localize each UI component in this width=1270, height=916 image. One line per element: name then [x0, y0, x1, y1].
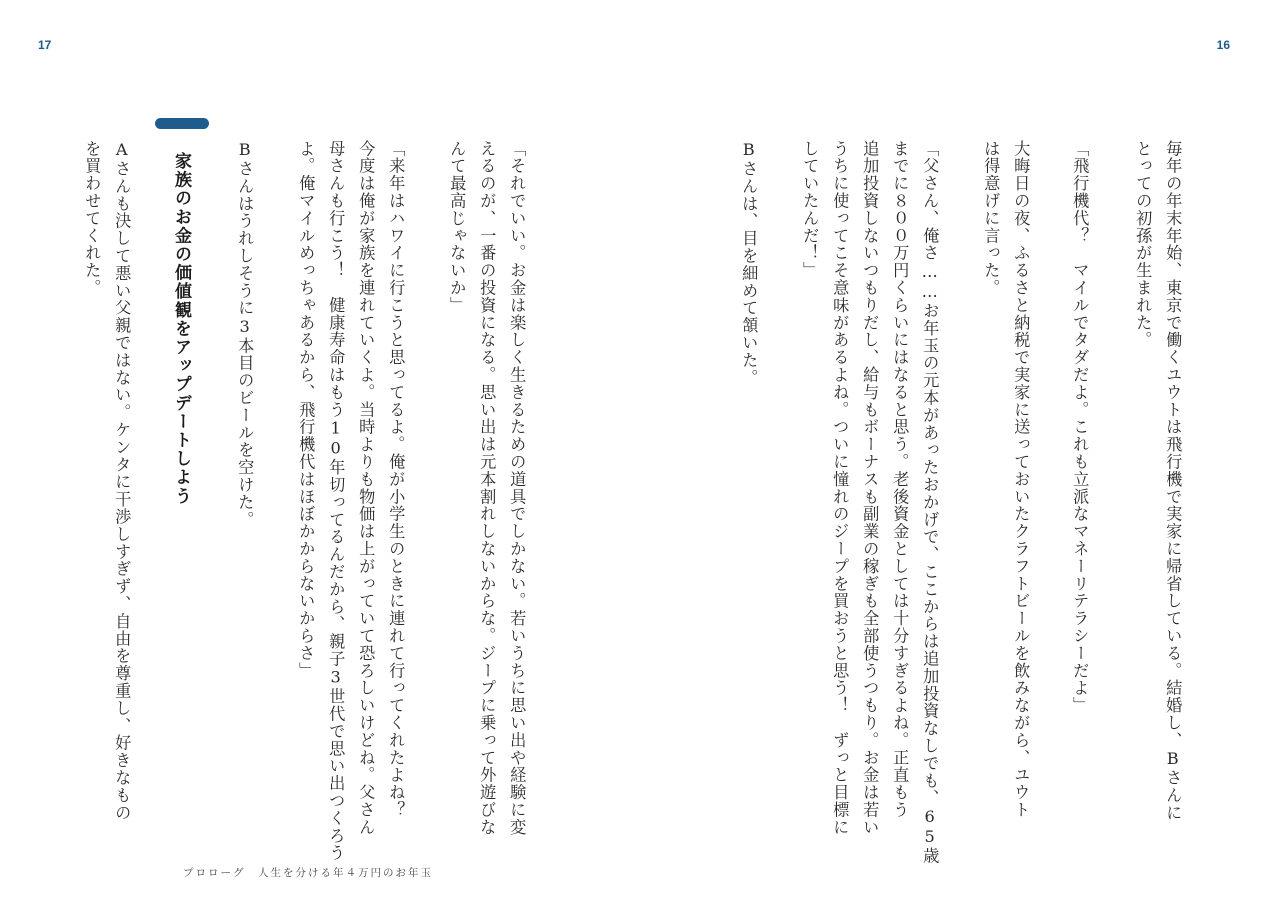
page-number-left: 17 — [38, 38, 52, 52]
heading-accent-bar — [155, 118, 209, 129]
body-text-line: までに８００万円くらいにはなると思う。老後資金としては十分すぎるよね。正直もう — [890, 140, 910, 819]
page-number-right: 16 — [1216, 38, 1230, 52]
body-text-line: 「それでいい。お金は楽しく生きるための道具でしかない。若いうちに思い出や経験に変 — [507, 140, 527, 836]
body-text-line: よ。俺マイルめっちゃあるから、飛行機代はほぼかからないからさ」 — [296, 140, 316, 680]
body-text-line: 追加投資しないつもりだし、給与もボーナスも副業の稼ぎも全部使うつもり。お金は若い — [860, 140, 880, 836]
body-text-line: 母さんも行こう！ 健康寿命はもう10年切ってるんだから、親子3世代で思い出つくろう — [326, 140, 346, 862]
body-text-line: 毎年の年末年始、東京で働くユウトは飛行機で実家に帰省している。結婚し、Bさんに — [1163, 140, 1183, 822]
body-text-line: んて最高じゃないか」 — [447, 140, 467, 314]
body-text-line: うちに使ってこそ意味があるよね。ついに憧れのジープを買おうと思う！ ずっと目標に — [830, 140, 850, 836]
body-text-line: していたんだ！」 — [800, 140, 820, 280]
body-text-line: 大晦日の夜、ふるさと納税で実家に送っておいたクラフトビールを飲みながら、ユウト — [1011, 140, 1031, 819]
body-text-line: Bさんはうれしそうに3本目のビールを空けた。 — [235, 140, 255, 529]
body-text-line: 「飛行機代？ マイルでタダだよ。これも立派なマネーリテラシーだよ」 — [1070, 140, 1090, 715]
body-text-line: 「来年はハワイに行こうと思ってるよ。俺が小学生のときに連れて行ってくれたよね？ — [386, 140, 406, 819]
body-text-line: Aさんも決して悪い父親ではない。ケンタに干渉しすぎず、自由を尊重し、好きなもの — [112, 140, 132, 822]
body-text-line: を買わせてくれた。 — [82, 140, 102, 297]
body-text-line: 今度は俺が家族を連れていくよ。当時よりも物価は上がっていて恐ろしいけどね。父さん — [356, 140, 376, 836]
body-text-line: Bさんは、目を細めて頷いた。 — [739, 140, 759, 387]
body-text-line: 「父さん、俺さ……お年玉の元本があったおかげで、ここからは追加投資なしでも、65歳 — [920, 140, 940, 865]
section-heading: 家族のお金の価値観をアップデートしよう — [171, 152, 191, 506]
running-footer: プロローグ 人生を分ける年４万円のお年玉 — [183, 867, 433, 879]
body-text-line: えるのが、一番の投資になる。思い出は元本割れしないからな。ジープに乗って外遊びな — [477, 140, 497, 836]
body-text-line: とっての初孫が生まれた。 — [1133, 140, 1153, 349]
body-text-line: は得意げに言った。 — [981, 140, 1001, 297]
